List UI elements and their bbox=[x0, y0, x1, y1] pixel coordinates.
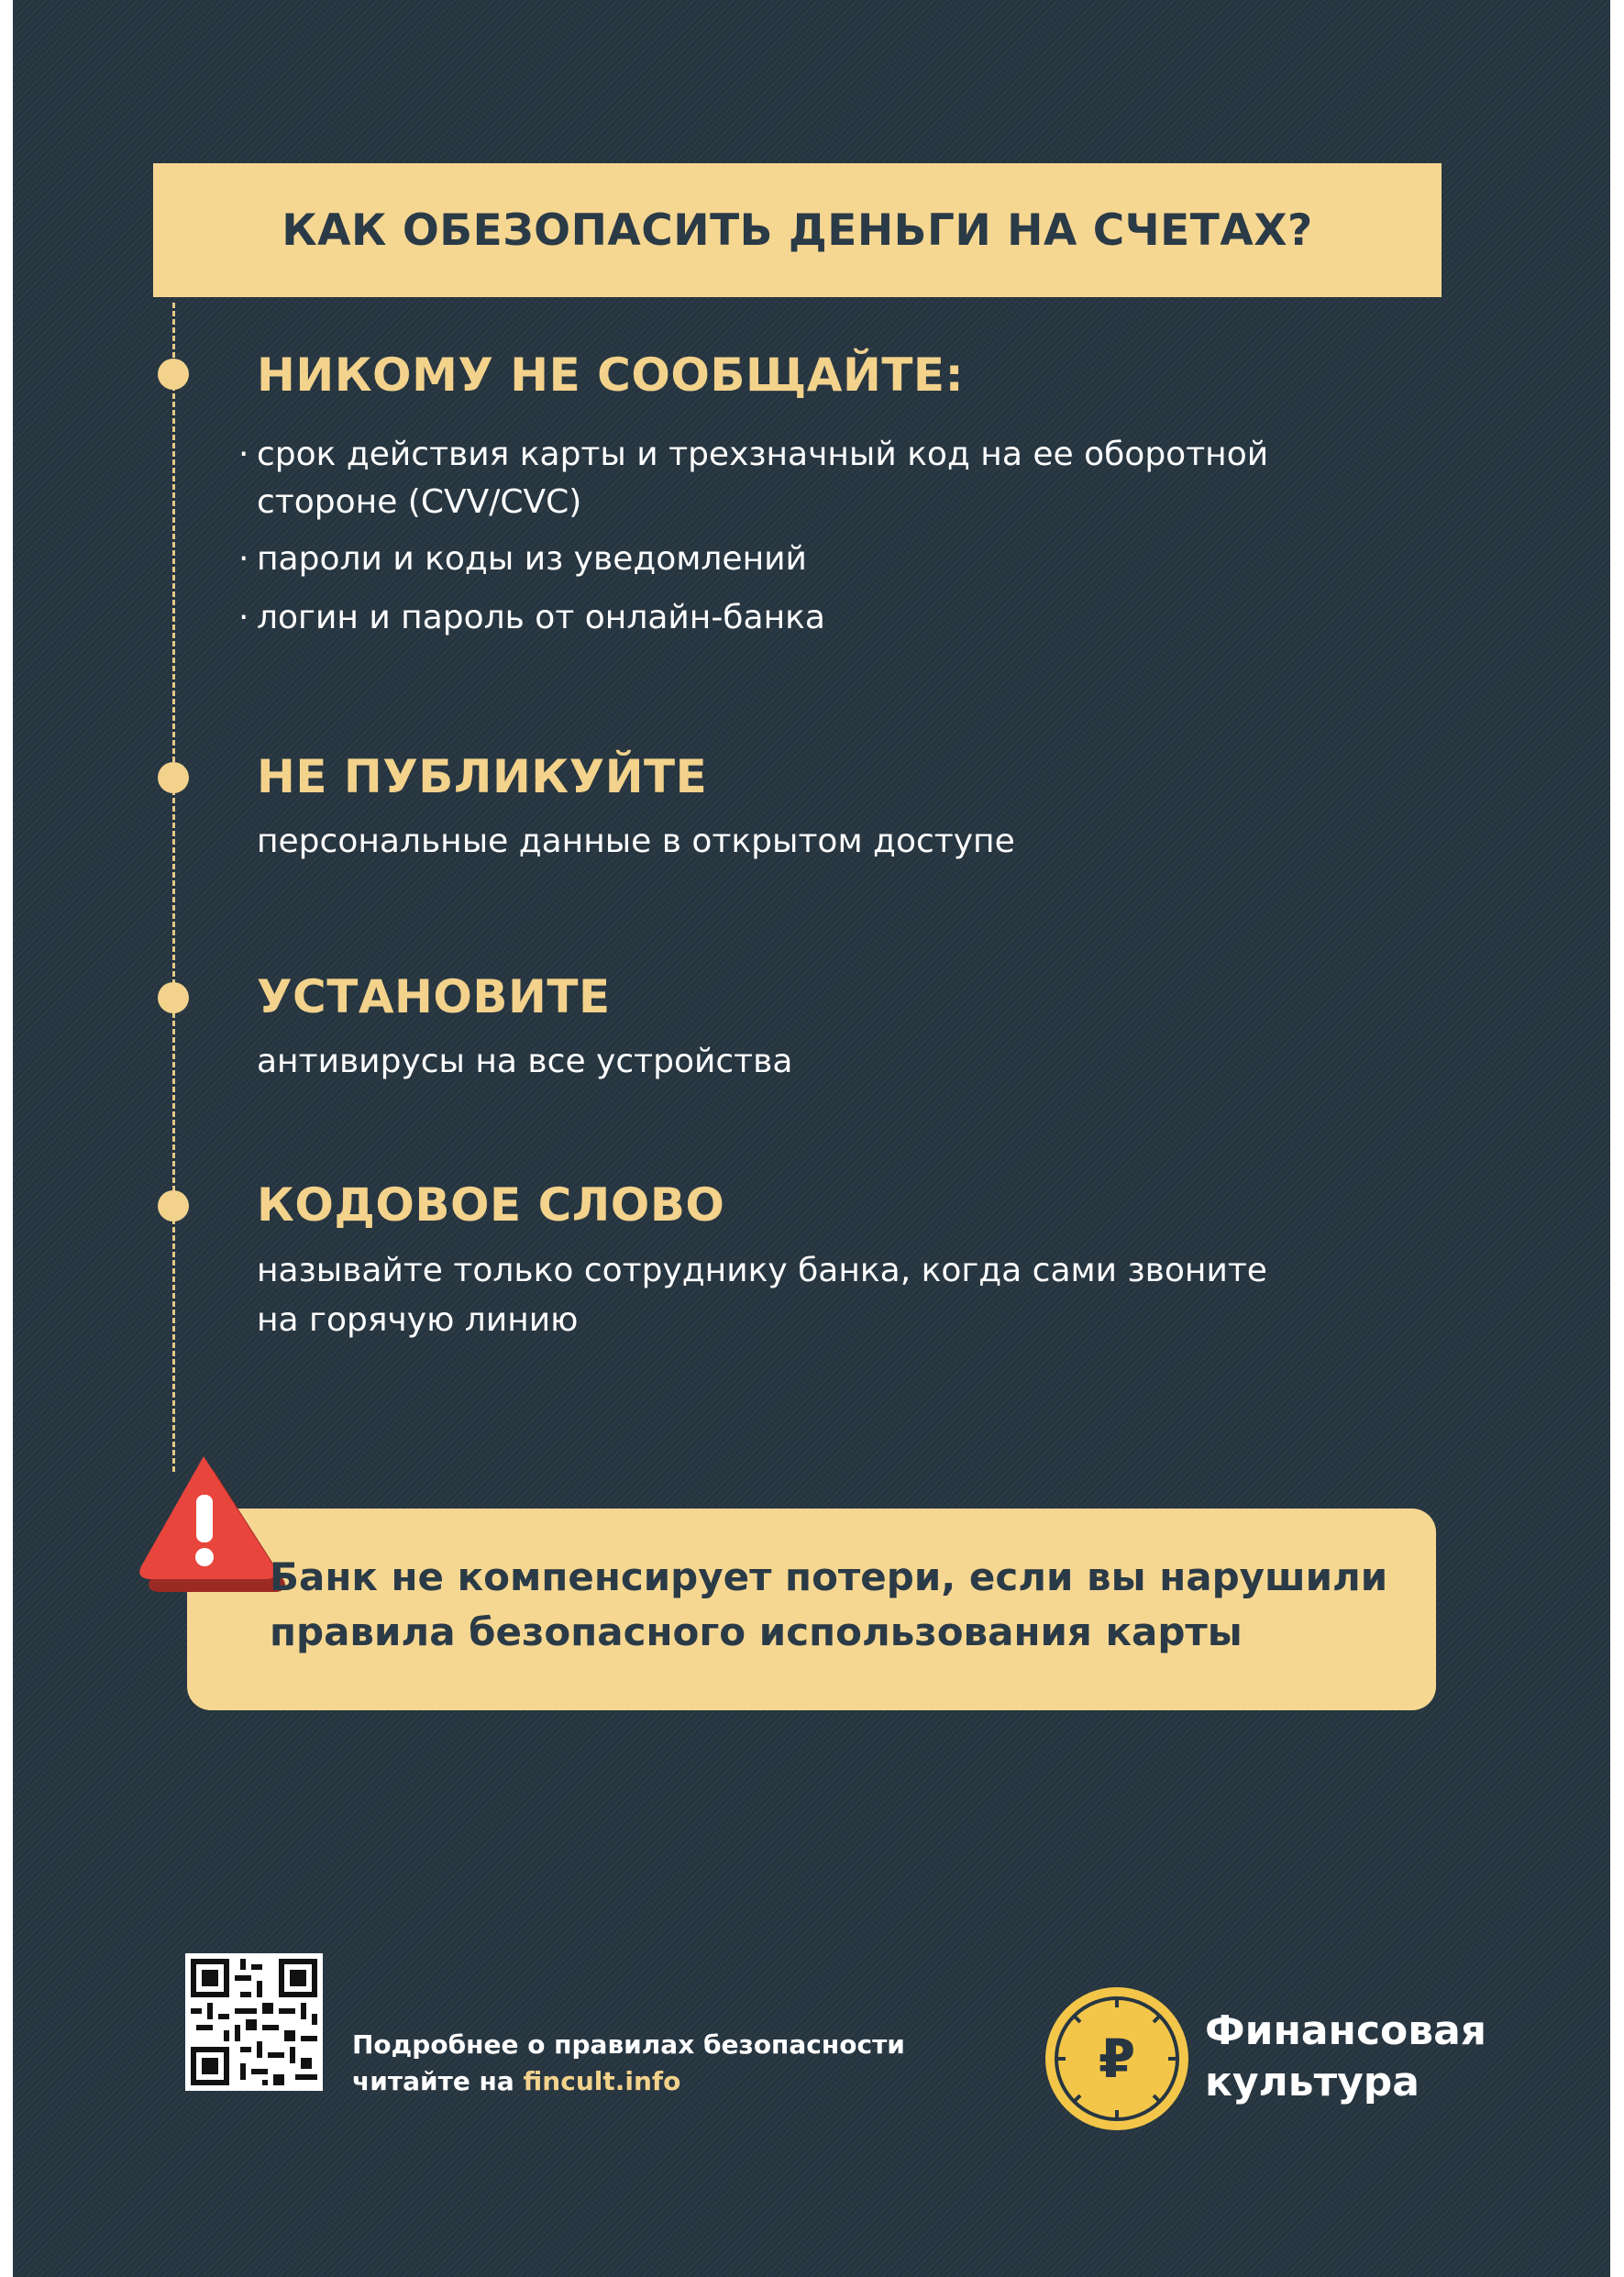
timeline-dot bbox=[158, 359, 189, 390]
section-text: называйте только сотруднику банка, когда сами звоните bbox=[257, 1252, 1267, 1289]
brand-line-1: Финансовая bbox=[1205, 2007, 1487, 2054]
more-info-prefix: читайте на bbox=[352, 2066, 524, 2096]
more-info-text bbox=[352, 2027, 905, 2100]
warning-triangle-icon bbox=[112, 1431, 295, 1614]
more-info-line-2 bbox=[352, 2063, 905, 2100]
section-heading-do-not-share: НИКОМУ НЕ СООБЩАЙТЕ: bbox=[257, 348, 965, 402]
timeline-dot bbox=[158, 762, 189, 793]
list-item: логин и пароль от онлайн-банка bbox=[257, 599, 825, 636]
bullet-icon: · bbox=[238, 540, 249, 578]
section-text-continuation: на горячую линию bbox=[257, 1301, 579, 1339]
brand-line-2: культура bbox=[1205, 2059, 1420, 2106]
ruble-coin-logo-icon bbox=[1044, 1985, 1190, 2132]
timeline-dot bbox=[158, 982, 189, 1013]
title-banner bbox=[153, 163, 1442, 297]
bullet-icon: · bbox=[238, 599, 249, 636]
warning-line-1: Банк не компенсирует потери, если вы нарушили bbox=[270, 1554, 1388, 1599]
more-info-line-1: Подробнее о правилах безопасности bbox=[352, 2029, 905, 2060]
warning-line-2: правила безопасного использования карты bbox=[270, 1609, 1243, 1654]
list-item: пароли и коды из уведомлений bbox=[257, 540, 807, 578]
page-title: КАК ОБЕЗОПАСИТЬ ДЕНЬГИ НА СЧЕТАХ? bbox=[282, 204, 1313, 256]
section-text: персональные данные в открытом доступе bbox=[257, 823, 1015, 860]
section-heading-code-word: КОДОВОЕ СЛОВО bbox=[257, 1178, 725, 1232]
section-heading-do-not-publish: НЕ ПУБЛИКУЙТЕ bbox=[257, 750, 708, 803]
fincult-link[interactable]: fincult.info bbox=[523, 2066, 681, 2096]
timeline-line bbox=[172, 303, 175, 1472]
section-text: антивирусы на все устройства bbox=[257, 1043, 793, 1080]
list-item: срок действия карты и трехзначный код на ее оборотной bbox=[257, 436, 1269, 473]
qr-code[interactable] bbox=[185, 1953, 323, 2091]
ruble-symbol: ₽ bbox=[1098, 2028, 1136, 2090]
bullet-icon: · bbox=[238, 436, 249, 473]
flyer-page bbox=[13, 0, 1610, 2277]
list-item-continuation: стороне (CVV/CVC) bbox=[257, 483, 582, 521]
section-heading-install: УСТАНОВИТЕ bbox=[257, 970, 611, 1023]
timeline-dot bbox=[158, 1190, 189, 1221]
warning-text bbox=[270, 1550, 1387, 1660]
brand-name bbox=[1205, 2006, 1486, 2108]
